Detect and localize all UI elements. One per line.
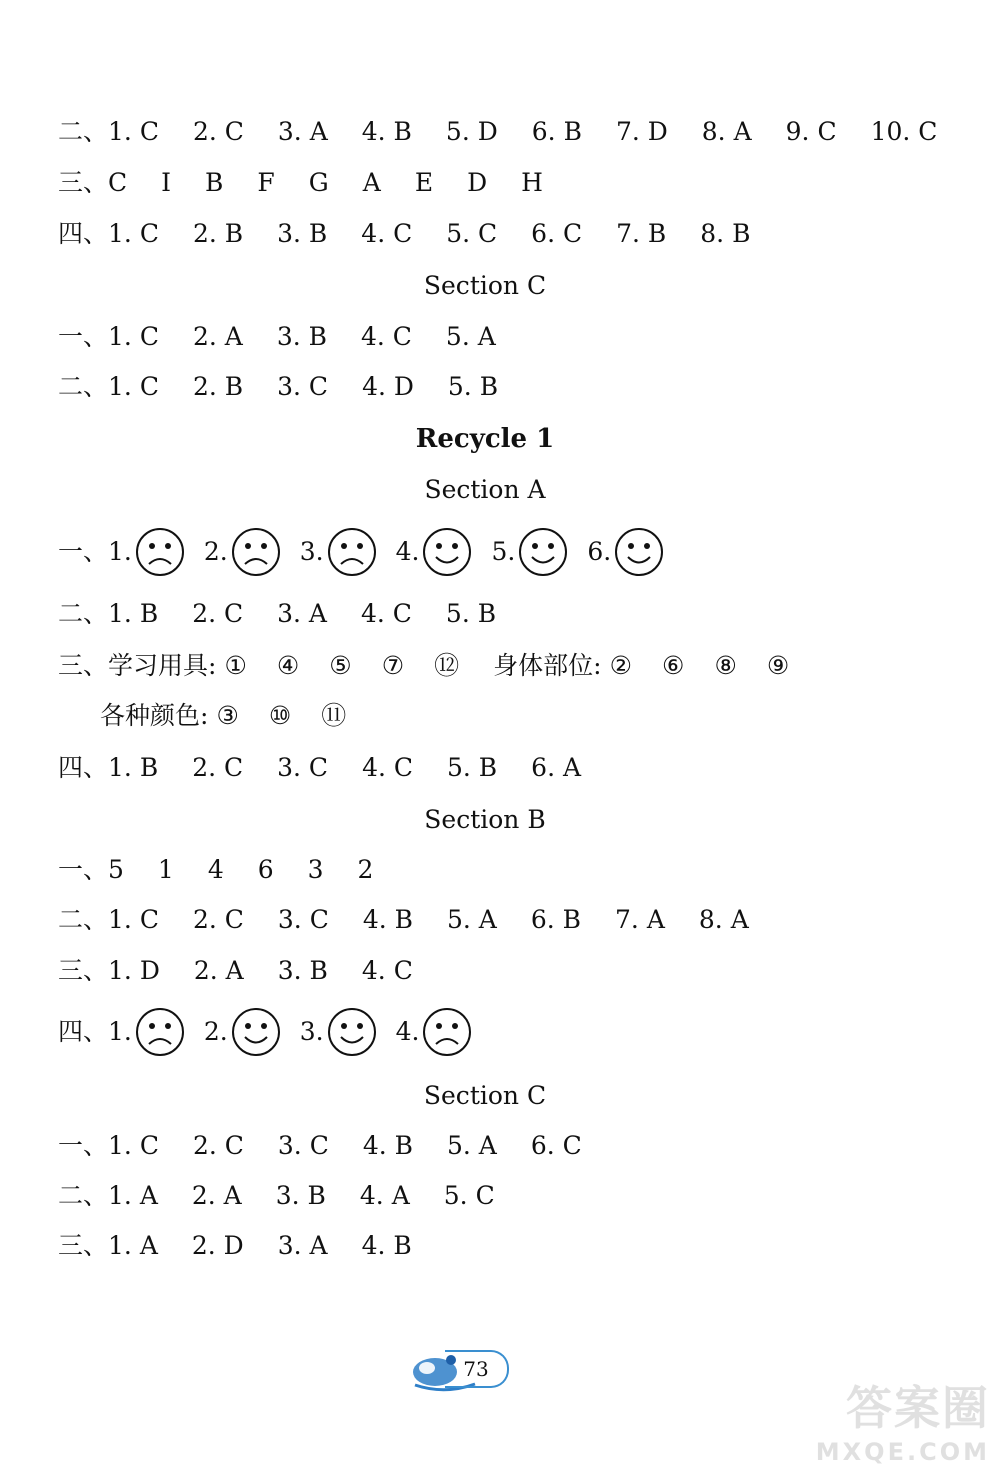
answer-item: 4. C xyxy=(360,599,412,628)
question-label: 二、 xyxy=(58,905,109,934)
answer-item: I xyxy=(161,168,172,197)
answer-item: 6 xyxy=(257,855,274,884)
answer-item: 8. B xyxy=(700,219,751,248)
question-label: 三、 xyxy=(58,1231,109,1260)
face-number: 3. xyxy=(299,1017,324,1046)
sad-face-icon xyxy=(134,526,186,578)
circled-number: ⑦ xyxy=(381,651,405,680)
face-answer xyxy=(108,526,186,578)
sad-face-icon xyxy=(134,1006,186,1058)
circled-number: ② xyxy=(609,651,633,680)
answer-item: 5 xyxy=(108,855,124,884)
answer-item: 7. B xyxy=(616,219,667,248)
answer-item: 6. A xyxy=(531,753,582,782)
answer-line xyxy=(58,1126,616,1166)
circled-number: ⑪ xyxy=(321,701,347,730)
answer-item: 4. C xyxy=(361,956,413,985)
answer-item: 5. B xyxy=(445,599,497,628)
answer-item: 8. A xyxy=(698,905,749,934)
answer-item: 3. A xyxy=(277,599,327,628)
answer-item: 2. A xyxy=(193,956,244,985)
answer-line xyxy=(58,900,783,940)
answer-item: 2 xyxy=(357,855,374,884)
answer-item: 9. C xyxy=(785,117,837,146)
category-label: 身体部位: xyxy=(493,651,602,680)
answer-item: 4. B xyxy=(361,117,412,146)
category-items xyxy=(216,696,376,736)
circled-number: ⑩ xyxy=(268,701,292,730)
answer-item: C xyxy=(108,168,128,197)
circled-number: ⑥ xyxy=(662,651,685,680)
face-answer xyxy=(396,526,474,578)
answer-item: 2. A xyxy=(192,322,243,351)
answer-item: 6. C xyxy=(530,1131,582,1160)
answer-item: 3. C xyxy=(277,905,329,934)
answer-item: 2. C xyxy=(192,117,244,146)
answer-item: 3. B xyxy=(277,956,328,985)
answer-item: 2. C xyxy=(192,599,244,628)
face-number: 1. xyxy=(108,1017,132,1046)
answer-item: 3. A xyxy=(277,117,328,146)
face-number: 1. xyxy=(108,537,132,566)
answer-item: H xyxy=(521,168,543,197)
category-items xyxy=(224,646,489,686)
circled-number: ⑧ xyxy=(714,651,737,680)
answer-item: 4. C xyxy=(360,322,412,351)
answer-item: 1. A xyxy=(108,1231,158,1260)
question-label: 三、 xyxy=(58,651,109,680)
answer-item: A xyxy=(362,168,381,197)
answer-item: 4. C xyxy=(362,753,413,782)
happy-face-icon xyxy=(421,526,473,578)
answer-line xyxy=(58,1226,446,1266)
happy-face-icon xyxy=(326,1006,378,1058)
face-number: 5. xyxy=(491,537,516,566)
section-heading: Section C xyxy=(423,271,547,300)
answer-item: 5. A xyxy=(447,905,497,934)
category-label: 各种颜色: xyxy=(100,701,209,730)
answer-item: 3. B xyxy=(277,219,328,248)
answer-item: 5. D xyxy=(445,117,498,146)
watermark-url: MXQE.COM xyxy=(815,1438,990,1466)
happy-face-icon xyxy=(613,526,665,578)
answer-item: 4. A xyxy=(359,1181,410,1210)
answer-item: 7. A xyxy=(615,905,665,934)
answer-item: 1. C xyxy=(108,117,159,146)
answer-item: 4. C xyxy=(361,219,413,248)
answer-item: 1. C xyxy=(108,1131,159,1160)
answer-item: 1. B xyxy=(108,599,159,628)
face-number: 3. xyxy=(299,537,324,566)
answer-item: 6. B xyxy=(531,117,582,146)
answer-item: 3 xyxy=(307,855,324,884)
question-label: 一、 xyxy=(58,322,109,351)
answer-item: 2. B xyxy=(192,219,244,248)
answer-item: 10. C xyxy=(870,117,938,146)
category-line xyxy=(58,646,819,686)
answer-item: 2. D xyxy=(191,1231,244,1260)
face-number: 4. xyxy=(395,1017,420,1046)
answer-item: 1. C xyxy=(108,219,159,248)
face-answer-line xyxy=(58,1008,491,1056)
answer-item: 5. B xyxy=(447,753,498,782)
answer-line xyxy=(58,317,530,357)
answer-item: D xyxy=(467,168,488,197)
circled-number: ④ xyxy=(276,651,300,680)
answer-item: 4. D xyxy=(362,372,414,401)
face-answer xyxy=(396,1006,474,1058)
category-items xyxy=(610,646,820,686)
answer-item: F xyxy=(257,168,275,197)
category-label: 学习用具: xyxy=(108,651,217,680)
question-label: 二、 xyxy=(58,372,109,401)
answer-item: E xyxy=(414,168,434,197)
answer-item: 6. B xyxy=(530,905,582,934)
sad-face-icon xyxy=(326,526,378,578)
question-label: 二、 xyxy=(58,117,109,146)
answer-item: 1. C xyxy=(108,372,159,401)
question-label: 一、 xyxy=(58,855,109,884)
face-number: 2. xyxy=(203,537,228,566)
answer-item: 1. C xyxy=(108,322,159,351)
answer-item: 5. A xyxy=(447,1131,497,1160)
answer-item: 1. B xyxy=(108,753,159,782)
answer-item: B xyxy=(205,168,224,197)
answer-line xyxy=(58,850,407,890)
page-number: 73 xyxy=(445,1350,509,1388)
face-answer xyxy=(587,526,665,578)
face-answer-line xyxy=(58,528,683,576)
face-number: 4. xyxy=(395,537,420,566)
sad-face-icon xyxy=(421,1006,473,1058)
question-label: 二、 xyxy=(58,1181,109,1210)
answer-item: 3. A xyxy=(277,1231,328,1260)
circled-number: ⑤ xyxy=(329,651,352,680)
answer-item: 4. B xyxy=(362,905,413,934)
answer-item: 4 xyxy=(207,855,224,884)
question-label: 四、 xyxy=(58,1017,109,1046)
face-answer xyxy=(491,526,569,578)
answer-item: 1. C xyxy=(108,905,159,934)
answer-item: 5. C xyxy=(443,1181,495,1210)
answer-item: G xyxy=(308,168,329,197)
answer-item: 4. B xyxy=(361,1231,412,1260)
answer-item: 4. B xyxy=(362,1131,413,1160)
answer-item: 2. C xyxy=(192,1131,244,1160)
face-answer xyxy=(300,1006,378,1058)
answer-line xyxy=(58,367,532,407)
answer-item: 2. A xyxy=(191,1181,242,1210)
answer-item: 5. B xyxy=(447,372,499,401)
answer-line xyxy=(58,1176,529,1216)
answer-item: 5. A xyxy=(445,322,496,351)
answer-item: 3. B xyxy=(276,322,327,351)
question-label: 四、 xyxy=(58,753,109,782)
answer-item: 2. B xyxy=(192,372,244,401)
question-label: 四、 xyxy=(58,219,109,248)
question-label: 三、 xyxy=(58,956,109,985)
face-answer xyxy=(204,1006,282,1058)
answer-line xyxy=(58,112,971,152)
circled-number: ③ xyxy=(216,701,239,730)
answer-item: 7. D xyxy=(615,117,668,146)
question-label: 三、 xyxy=(58,168,109,197)
face-answer xyxy=(108,1006,186,1058)
answer-item: 5. C xyxy=(446,219,498,248)
happy-face-icon xyxy=(517,526,569,578)
sad-face-icon xyxy=(230,526,282,578)
answer-item: 3. C xyxy=(277,753,329,782)
section-heading: Section C xyxy=(423,1081,547,1110)
happy-face-icon xyxy=(230,1006,282,1058)
answer-item: 2. C xyxy=(192,905,244,934)
circled-number: ① xyxy=(224,651,247,680)
answer-line xyxy=(58,951,447,991)
face-number: 2. xyxy=(203,1017,228,1046)
question-label: 一、 xyxy=(58,537,109,566)
answer-item: 1. D xyxy=(108,956,160,985)
answer-line xyxy=(58,214,784,254)
category-line xyxy=(100,696,376,736)
circled-number: ⑫ xyxy=(434,651,460,680)
circled-number: ⑨ xyxy=(766,651,790,680)
answer-item: 6. C xyxy=(531,219,583,248)
answer-line xyxy=(58,163,577,203)
answer-item: 3. B xyxy=(275,1181,326,1210)
section-heading: Section A xyxy=(424,475,546,504)
face-answer xyxy=(300,526,378,578)
face-number: 6. xyxy=(587,537,612,566)
question-label: 一、 xyxy=(58,1131,109,1160)
face-answer xyxy=(204,526,282,578)
answer-item: 8. A xyxy=(701,117,752,146)
watermark xyxy=(740,1372,990,1466)
question-label: 二、 xyxy=(58,599,109,628)
answer-item: 1 xyxy=(157,855,174,884)
answer-item: 3. C xyxy=(277,1131,329,1160)
answer-line xyxy=(58,748,615,788)
section-heading: Section B xyxy=(424,805,546,834)
answer-item: 3. C xyxy=(277,372,329,401)
answer-item: 2. C xyxy=(192,753,244,782)
answer-line xyxy=(58,594,530,634)
watermark-logo: 答案圈 xyxy=(846,1381,990,1435)
answer-item: 1. A xyxy=(108,1181,158,1210)
unit-title: Recycle 1 xyxy=(415,424,555,454)
